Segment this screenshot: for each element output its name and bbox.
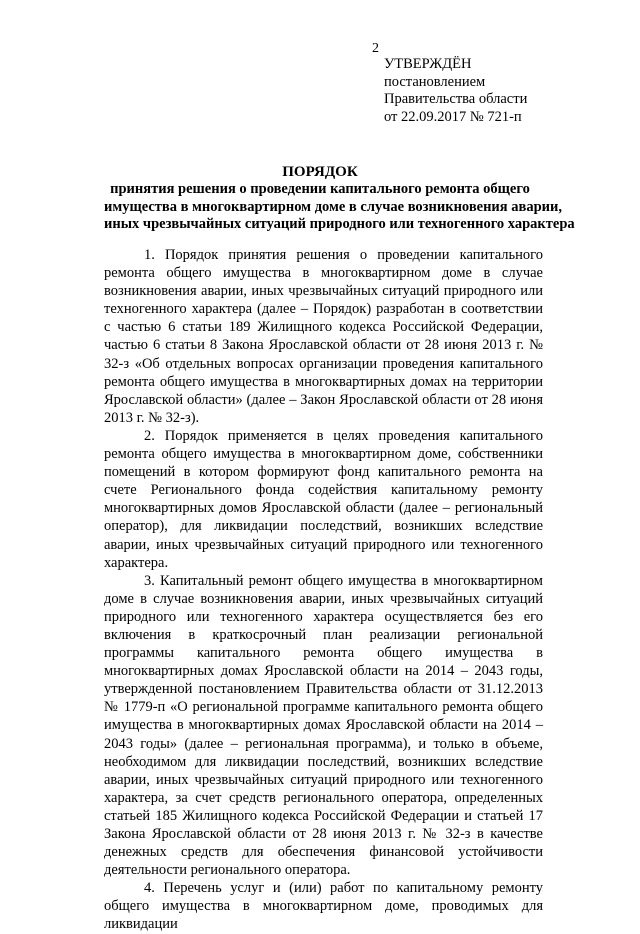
document-body [104,246,543,934]
approval-block [384,56,527,126]
document-title: ПОРЯДОК [282,164,358,180]
page-number: 2 [372,41,379,56]
approval-line-approved: УТВЕРЖДЁН [384,56,472,72]
subtitle-line-1: принятия решения о проведении капитального ремонта общего [110,181,530,197]
approval-line-resolution: постановлением [384,73,486,90]
paragraph-2: 2. Порядок применяется в целях проведения капитального ремонта общего имущества в многоквартирном доме, собственники помещений в котором формируют фонд капитального ремонта на счете Регионального фонда содействия капитальному ремонту многоквартирных домов Ярославской области (далее – региональный оператор), для ликвидации последствий, возникших вследствие аварии, иных чрезвычайных ситуаций природного или техногенного характера. [104,427,543,571]
paragraph-1: 1. Порядок принятия решения о проведении капитального ремонта общего имущества в многоквартирном доме в случае возникновения аварии, иных чрезвычайных ситуаций природного или техногенного характера (далее – Порядок) разработан в соответствии с частью 6 статьи 189 Жилищного кодекса Российской Федерации, частью 6 статьи 8 Закона Ярославской области от 28 июня 2013 г. № 32-з «Об отдельных вопросах организации проведения капитального ремонта общего имущества в многоквартирных домах на территории Ярославской области» (далее – Закон Ярославской области от 28 июня 2013 г. № 32-з). [104,247,543,426]
document-subtitle [104,181,575,234]
paragraph-3: 3. Капитальный ремонт общего имущества в многоквартирном доме в случае возникновения аварии, иных чрезвычайных ситуаций природного или техногенного характера осуществляется без его включения в краткосрочный план реализации региональной программы капитального ремонта общего имущества в многоквартирных домах Ярославской области на 2014 – 2043 годы, утвержденной постановлением Правительства области от 31.12.2013 № 1779-п «О региональной программе капитального ремонта общего имущества в многоквартирных домах Ярославской области на 2014 – 2043 годы» (далее – региональная программа), и только в объеме, необходимом для ликвидации последствий, возникших вследствие аварии, иных чрезвычайных ситуаций природного или техногенного характера, за счет средств регионального оператора, определенных статьей 185 Жилищного кодекса Российской Федерации и статьей 17 Закона Ярославской области от 28 июня 2013 г. № 32-з в качестве денежных средств для обеспечения финансовой устойчивости деятельности регионального оператора. [104,572,543,879]
approval-line-date-number: от 22.09.2017 № 721-п [384,108,522,125]
paragraph-4: 4. Перечень услуг и (или) работ по капитальному ремонту общего имущества в многоквартирном доме, проводимых для ликвидации [104,880,543,933]
approval-line-government: Правительства области [384,91,528,107]
subtitle-line-3: иных чрезвычайных ситуаций природного или техногенного характера [104,216,575,232]
subtitle-line-2: имущества в многоквартирном доме в случае возникновения аварии, [104,198,562,215]
